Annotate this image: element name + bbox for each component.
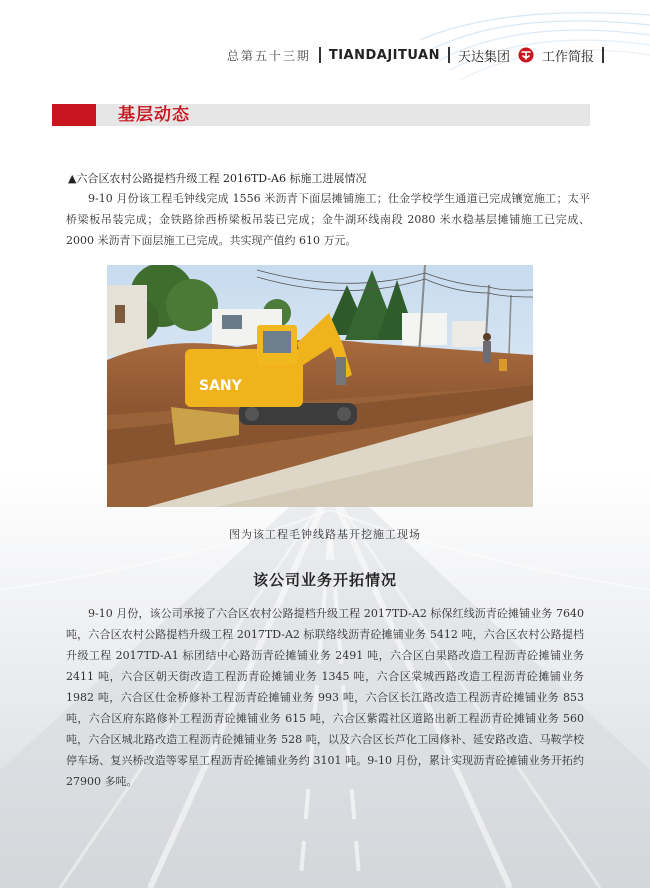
section-title: 基层动态 [118, 105, 190, 125]
section-accent-block [52, 104, 96, 126]
page-header [227, 44, 604, 66]
issue-number: 总第五十三期 [226, 48, 311, 63]
header-divider [319, 47, 321, 63]
company-name: 天达集团 [457, 49, 510, 65]
construction-photo [107, 265, 533, 507]
publication-title: 工作简报 [541, 49, 594, 65]
article-subheading: 该公司业务开拓情况 [252, 571, 397, 589]
article-paragraph: 9-10 月份，该公司承接了六合区农村公路提档升级工程 2017TD-A2 标保红线沥青砼摊铺业务 7640 吨，六合区农村公路提档升级工程 2017TD-A2 标联络线沥青砼摊铺业务 5412 吨，六合区农村公路提档升级工程 2017TD-A1 标团结中心路沥青砼摊铺业务 2491 吨，六合区白果路改造工程沥青砼摊铺业务 2411 吨，六合区朝天街改造工程沥青砼摊铺业务 1345 吨，六合区棠城西路改造工程沥青砼摊铺业务 1982 吨，六合区仕金桥修补工程沥青砼摊铺业务 993 吨，六合区长江路改造工程沥青砼摊铺业务 853 吨，六合区府东路修补工程沥青砼摊铺业务 615 吨，六合区紫霞社区道路出新工程沥青砼摊铺业务 560 吨，六合区城北路改造工程沥青砼摊铺业务 528 吨，以及六合区长芦化工园修补、延安路改造、马鞍学校停车场、复兴桥改造等零星工程沥青砼摊铺业务约 3101 吨。9-10 月份，累计实现沥青砼摊铺业务开拓约 27900 多吨。 [66, 607, 584, 788]
company-logo-icon [518, 47, 534, 63]
excavator-brand: SANY [199, 378, 242, 394]
section-title-bar [52, 104, 590, 126]
photo-caption: 图为该工程毛钟线路基开挖施工现场 [229, 528, 421, 541]
article-heading: ▲六合区农村公路提档升级工程 2016TD-A6 标施工进展情况 [68, 172, 367, 185]
header-divider [448, 47, 450, 63]
header-divider [602, 47, 604, 63]
article-paragraph: 9-10 月份该工程毛钟线完成 1556 米沥青下面层摊铺施工；仕金学校学生通道已完成镶宽施工；太平桥梁板吊装完成；金铁路徐西桥梁板吊装已完成；金牛湖环线南段 2080 米水稳基层摊铺施工已完成、2000 米沥青下面层施工已完成。共实现产值约 610 万元。 [66, 192, 590, 247]
company-latin-name: TIANDAJITUAN [328, 47, 440, 63]
